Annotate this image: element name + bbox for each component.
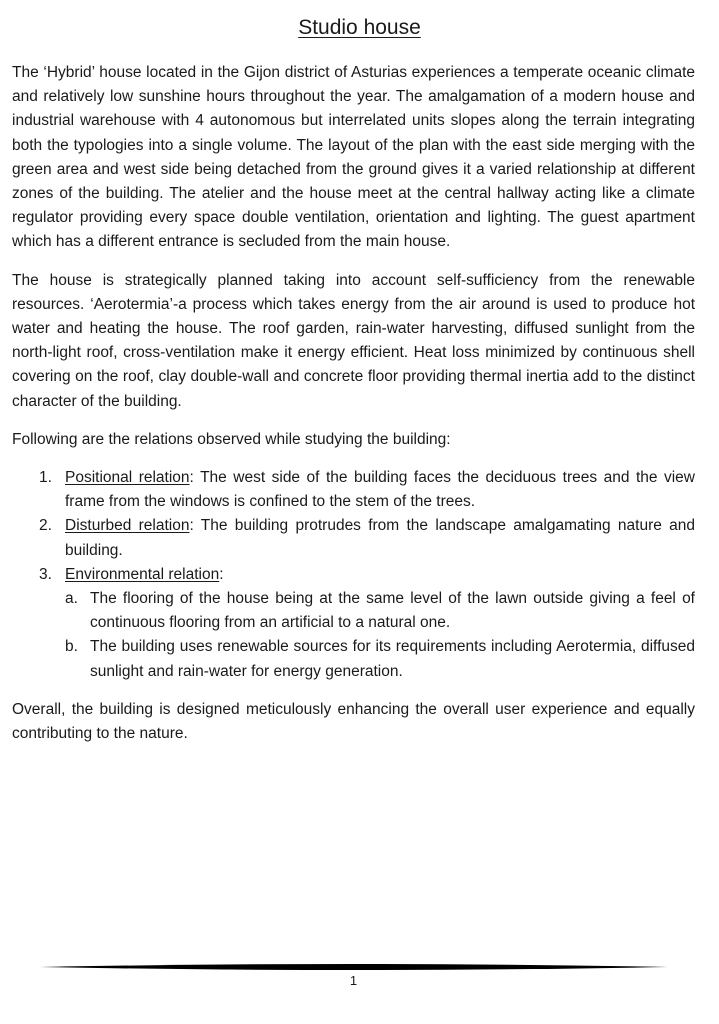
sublist-text: The building uses renewable sources for its requirements including Aerotermia, diffused sunlight and rain-water for energy generation.	[90, 638, 695, 680]
sublist-letter: b.	[65, 638, 78, 656]
footer-divider	[40, 961, 668, 973]
relation-label: Environmental relation	[65, 565, 220, 583]
sublist-item-renewables	[65, 635, 695, 683]
relation-text: : The building protrudes from the landscape amalgamating nature and building.	[65, 517, 695, 559]
page-title: Studio house	[298, 16, 421, 39]
intro-paragraph: The ‘Hybrid’ house located in the Gijon district of Asturias experiences a temperate oceanic climate and relatively low sunshine hours throughout the year. The amalgamation of a modern house and industrial warehouse with 4 autonomous but interrelated units slopes along the terrain integrating both the typologies into a single volume. The layout of the plan with the east side merging with the green area and west side being detached from the ground gives it a varied relationship at different zones of the building. The atelier and the house meet at the central hallway acting like a climate regulator providing every space double ventilation, orientation and lighting. The guest apartment which has a different entrance is secluded from the main house.	[12, 64, 695, 251]
relation-label: Disturbed relation	[65, 517, 190, 535]
list-number: 2.	[39, 517, 52, 535]
sublist-letter: a.	[65, 590, 78, 608]
relation-text: :	[219, 565, 224, 583]
list-item-environmental-relation	[12, 563, 695, 587]
conclusion-paragraph: Overall, the building is designed meticulously enhancing the overall user experience and equally contributing to the nature.	[12, 700, 695, 743]
relation-label: Positional relation	[65, 469, 190, 487]
relations-lead-paragraph: Following are the relations observed while studying the building:	[12, 430, 451, 448]
list-item-disturbed-relation	[12, 514, 695, 562]
list-number: 3.	[39, 565, 52, 583]
page-number: 1	[349, 973, 358, 988]
sustainability-paragraph: The house is strategically planned taking into account self-sufficiency from the renewable resources. ‘Aerotermia’-a process which takes energy from the air around is used to produce hot water and heating the house. The roof garden, rain-water harvesting, diffused sunlight from the north-light roof, cross-ventilation make it energy efficient. Heat loss minimized by continuous shell covering on the roof, clay double-wall and concrete floor providing thermal inertia add to the distinct character of the building.	[12, 271, 695, 410]
list-item-positional-relation	[12, 466, 695, 514]
sublist-text: The flooring of the house being at the same level of the lawn outside giving a feel of continuous flooring from an artificial to a natural one.	[90, 590, 695, 632]
relation-text: : The west side of the building faces the deciduous trees and the view frame from the windows is confined to the stem of the trees.	[65, 469, 695, 511]
environmental-sublist-container	[12, 587, 695, 684]
sublist-item-flooring	[65, 587, 695, 635]
relations-list	[12, 466, 695, 684]
list-number: 1.	[39, 469, 52, 487]
environmental-sublist	[65, 587, 695, 684]
document-body	[12, 61, 695, 760]
